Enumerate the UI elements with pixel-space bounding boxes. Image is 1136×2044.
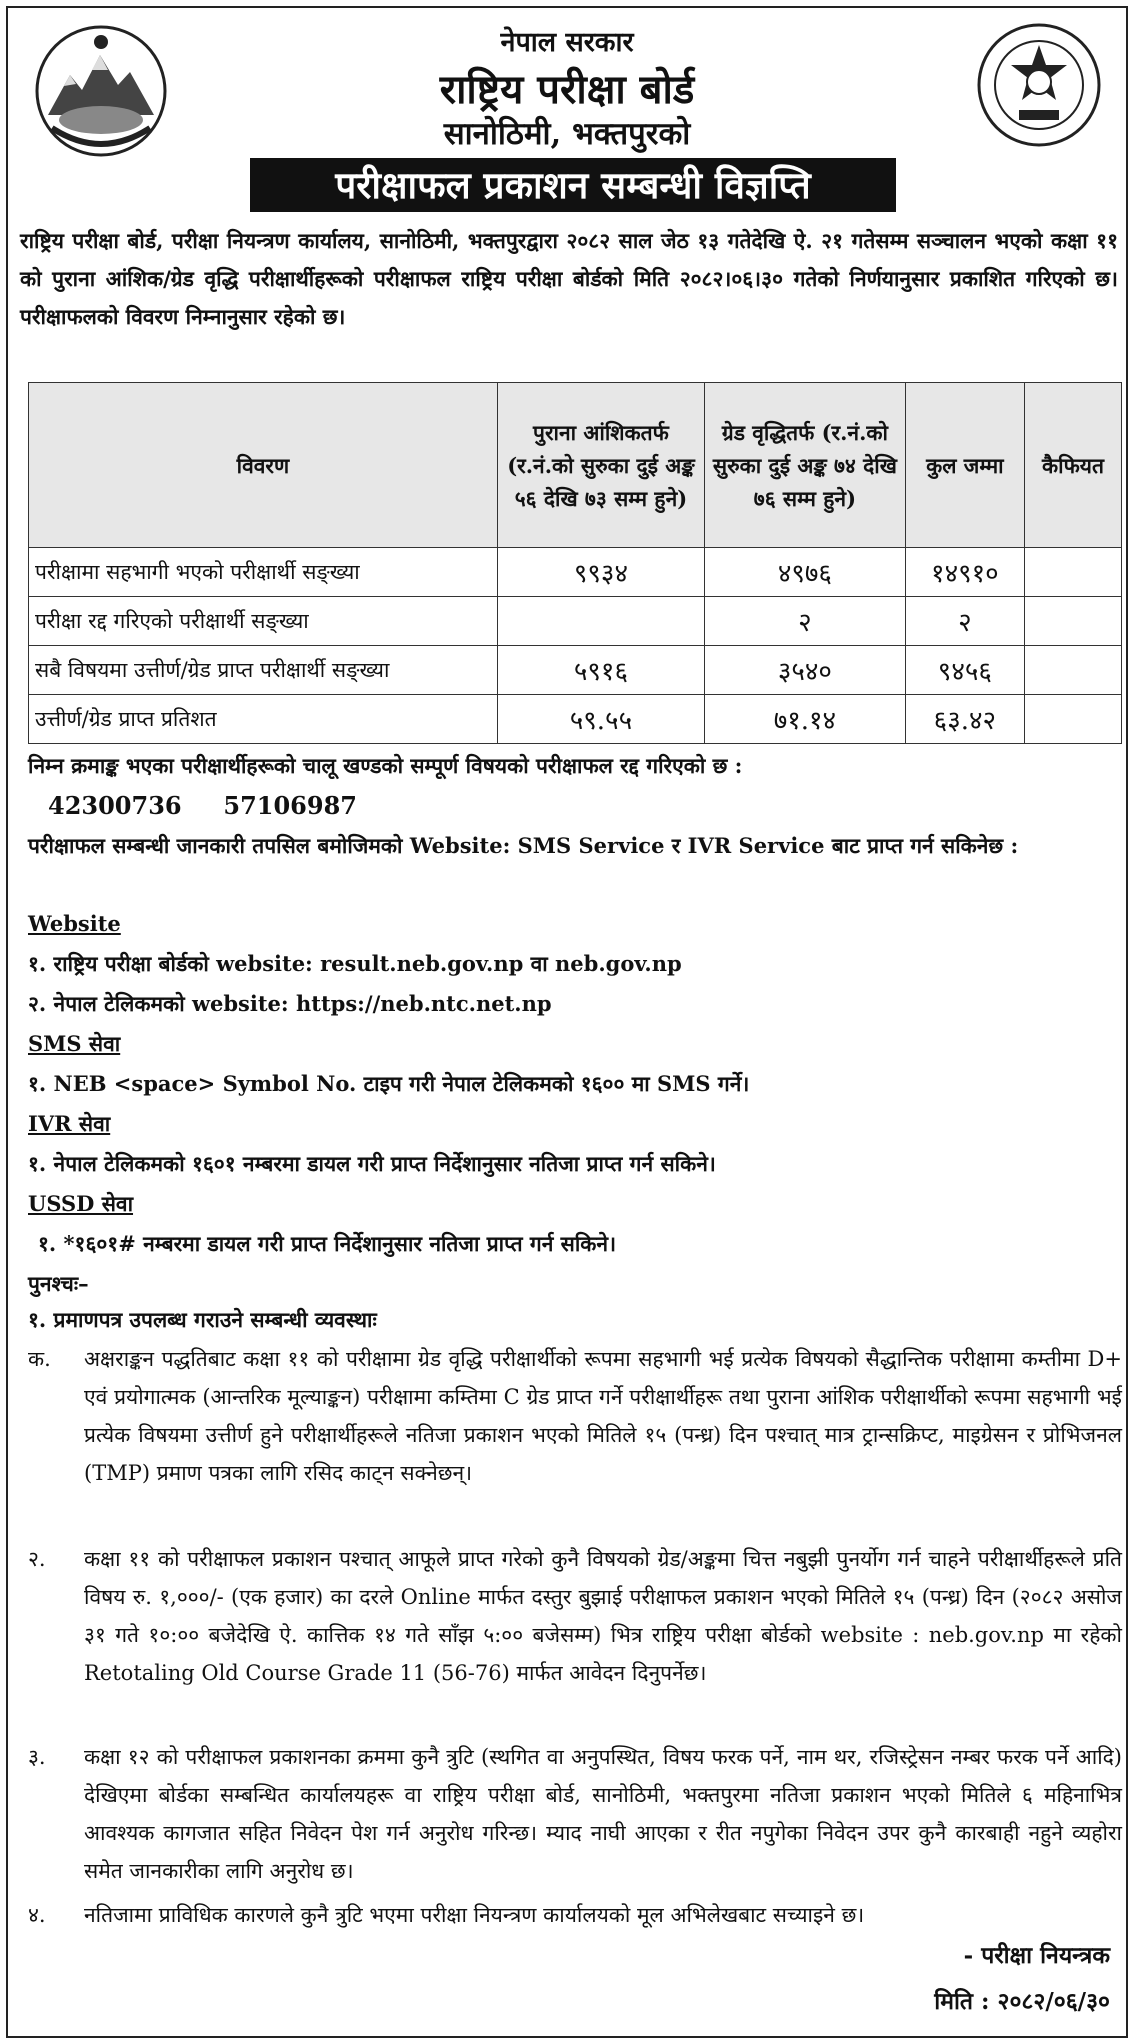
ps-item-2 xyxy=(28,1540,1122,1692)
table-cell: १४९१० xyxy=(905,548,1024,597)
ps-item-text: नतिजामा प्राविधिक कारणले कुनै त्रुटि भएमा परीक्षा नियन्त्रण कार्यालयको मूल अभिलेखबाट सच्याइने छ। xyxy=(84,1903,865,1927)
signature-title: - परीक्षा नियन्त्रक xyxy=(963,1942,1110,1969)
table-row xyxy=(29,548,1122,597)
ps-item-label: क. xyxy=(28,1347,51,1371)
cancelled-roll-numbers: 42300736 57106987 xyxy=(48,791,357,820)
column-header: विवरण xyxy=(29,383,498,548)
table-cell: ५९१६ xyxy=(497,646,704,695)
ps-heading: पुनश्चः– xyxy=(28,1271,89,1296)
ps-item-3 xyxy=(28,1738,1122,1890)
website-item-ntc: २. नेपाल टेलिकमको website: https://neb.ntc.net.np xyxy=(28,991,552,1016)
table-header-row xyxy=(29,383,1122,548)
table-cell: २ xyxy=(905,597,1024,646)
ps-item-text: कक्षा ११ को परीक्षाफल प्रकाशन पश्चात् आफूले प्राप्त गरेको कुनै विषयको ग्रेड/अङ्कमा चित्त नबुझी पुनर्योग गर्न चाहने परीक्षार्थीहरूले प्रति विषय रु. १,०००/- (एक हजार) का दरले Online मार्फत दस्तुर बुझाई परीक्षाफल प्रकाशन भएको मितिले १५ (पन्ध्र) दिन (२०८२ असोज ३१ गते १०:०० बजेदेखि ऐ. कात्तिक १४ गते साँझ ५:०० बजेसम्म) भित्र राष्ट्रिय परीक्षा बोर्डको website : neb.gov.np मा रहेको Retotaling Old Course Grade 11 (56-76) मार्फत आवेदन दिनुपर्नेछ। xyxy=(84,1547,1122,1685)
table-cell: २ xyxy=(705,597,906,646)
ussd-heading: USSD सेवा xyxy=(28,1191,134,1216)
table-cell: ४९७६ xyxy=(705,548,906,597)
table-cell: ३५४० xyxy=(705,646,906,695)
table-row xyxy=(29,597,1122,646)
sms-item: १. NEB <space> Symbol No. टाइप गरी नेपाल टेलिकमको १६०० मा SMS गर्ने। xyxy=(28,1071,750,1096)
table-row xyxy=(29,646,1122,695)
intro-paragraph: राष्ट्रिय परीक्षा बोर्ड, परीक्षा नियन्त्रण कार्यालय, सानोठिमी, भक्तपुरद्वारा २०८२ साल जेठ १३ गतेदेखि ऐ. २१ गतेसम्म सञ्चालन भएको कक्षा ११ को पुराना आंशिक/ग्रेड वृद्धि परीक्षार्थीहरूको परीक्षाफल राष्ट्रिय परीक्षा बोर्डको मिति २०८२।०६।३० गतेको निर्णयानुसार प्रकाशित गरिएको छ। परीक्षाफलको विवरण निम्नानुसार रहेको छ। xyxy=(20,228,1118,329)
ivr-item: १. नेपाल टेलिकमको १६०१ नम्बरमा डायल गरी प्राप्त निर्देशानुसार नतिजा प्राप्त गर्न सकिने। xyxy=(28,1151,716,1176)
website-heading: Website xyxy=(28,911,121,936)
table-cell: ९९३४ xyxy=(497,548,704,597)
table-cell: ७१.१४ xyxy=(705,695,906,744)
sms-heading: SMS सेवा xyxy=(28,1031,121,1056)
cancelled-results-note: निम्न क्रमाङ्क भएका परीक्षार्थीहरूको चालू खण्डको सम्पूर्ण विषयको परीक्षाफल रद्द गरिएको छ : xyxy=(28,753,743,778)
website-item-neb: १. राष्ट्रिय परीक्षा बोर्डको website: result.neb.gov.np वा neb.gov.np xyxy=(28,951,682,976)
ps-item-label: ४. xyxy=(28,1903,46,1927)
government-title: नेपाल सरकार xyxy=(500,27,634,58)
table-cell: परीक्षा रद्द गरिएको परीक्षार्थी सङ्ख्या xyxy=(29,597,498,646)
ussd-item: १. *१६०१# नम्बरमा डायल गरी प्राप्त निर्देशानुसार नतिजा प्राप्त गर्न सकिने। xyxy=(38,1231,617,1256)
results-table xyxy=(28,382,1122,744)
column-header: कैफियत xyxy=(1024,383,1121,548)
ps-item-text: कक्षा १२ को परीक्षाफल प्रकाशनका क्रममा कुनै त्रुटि (स्थगित वा अनुपस्थित, विषय फरक पर्ने, नाम थर, रजिस्ट्रेसन नम्बर फरक पर्ने आदि) देखिएमा बोर्डका सम्बन्धित कार्यालयहरू वा राष्ट्रिय परीक्षा बोर्ड, सानोठिमी, भक्तपुरमा नतिजा प्रकाशन भएको मितिले ६ महिनाभित्र आवश्यक कागजात सहित निवेदन पेश गर्न अनुरोध गरिन्छ। म्याद नाघी आएका र रीत नपुगेका निवेदन उपर कुनै कारबाही नहुने व्यहोरा समेत जानकारीका लागि अनुरोध छ। xyxy=(84,1745,1122,1883)
table-cell: परीक्षामा सहभागी भएको परीक्षार्थी सङ्ख्या xyxy=(29,548,498,597)
ps-item-label: ३. xyxy=(28,1745,46,1769)
table-cell: ५९.५५ xyxy=(497,695,704,744)
notice-banner: परीक्षाफल प्रकाशन सम्बन्धी विज्ञप्ति xyxy=(250,158,896,212)
info-line: परीक्षाफल सम्बन्धी जानकारी तपसिल बमोजिमको Website: SMS Service र IVR Service बाट प्राप्त गर्न सकिनेछ : xyxy=(28,833,1019,858)
table-cell xyxy=(1024,548,1121,597)
ivr-heading: IVR सेवा xyxy=(28,1111,111,1136)
table-cell: सबै विषयमा उत्तीर्ण/ग्रेड प्राप्त परीक्षार्थी सङ्ख्या xyxy=(29,646,498,695)
ps-item-ka xyxy=(28,1340,1122,1492)
column-header: पुराना आंशिकतर्फ (र.नं.को सुरुका दुई अङ्क ५६ देखि ७३ सम्म हुने) xyxy=(497,383,704,548)
board-title: राष्ट्रिय परीक्षा बोर्ड xyxy=(439,66,695,113)
column-header: कुल जम्मा xyxy=(905,383,1024,548)
ps-item-label: २. xyxy=(28,1547,46,1571)
table-cell xyxy=(1024,695,1121,744)
table-row xyxy=(29,695,1122,744)
board-location: सानोठिमी, भक्तपुरको xyxy=(443,116,691,152)
table-cell: ९४५६ xyxy=(905,646,1024,695)
ps-item-4 xyxy=(28,1896,1122,1934)
table-cell xyxy=(497,597,704,646)
table-cell xyxy=(1024,597,1121,646)
table-cell: उत्तीर्ण/ग्रेड प्राप्त प्रतिशत xyxy=(29,695,498,744)
ps-item-text: अक्षराङ्कन पद्धतिबाट कक्षा ११ को परीक्षामा ग्रेड वृद्धि परीक्षार्थीको रूपमा सहभागी भई प्रत्येक विषयको सैद्धान्तिक परीक्षामा कम्तीमा D+ एवं प्रयोगात्मक (आन्तरिक मूल्याङ्कन) परीक्षामा कम्तिमा C ग्रेड प्राप्त गर्ने परीक्षार्थीहरू तथा पुराना आंशिक परीक्षार्थीको रूपमा सहभागी भई प्रत्येक विषयमा उत्तीर्ण हुने परीक्षार्थीहरूले नतिजा प्रकाशन भएको मितिले १५ (पन्ध्र) दिन पश्चात् मात्र ट्रान्सक्रिप्ट, माइग्रेसन र प्रोभिजनल (TMP) प्रमाण पत्रका लागि रसिद काट्न सक्नेछन्। xyxy=(84,1347,1122,1485)
ps-subtitle: १. प्रमाणपत्र उपलब्ध गराउने सम्बन्धी व्यवस्थाः xyxy=(28,1307,377,1332)
column-header: ग्रेड वृद्धितर्फ (र.नं.को सुरुका दुई अङ्क ७४ देखि ७६ सम्म हुने) xyxy=(705,383,906,548)
table-cell xyxy=(1024,646,1121,695)
table-cell: ६३.४२ xyxy=(905,695,1024,744)
notice-date: मिति : २०८२/०६/३० xyxy=(934,1988,1110,2015)
notice-page xyxy=(6,6,1128,2038)
